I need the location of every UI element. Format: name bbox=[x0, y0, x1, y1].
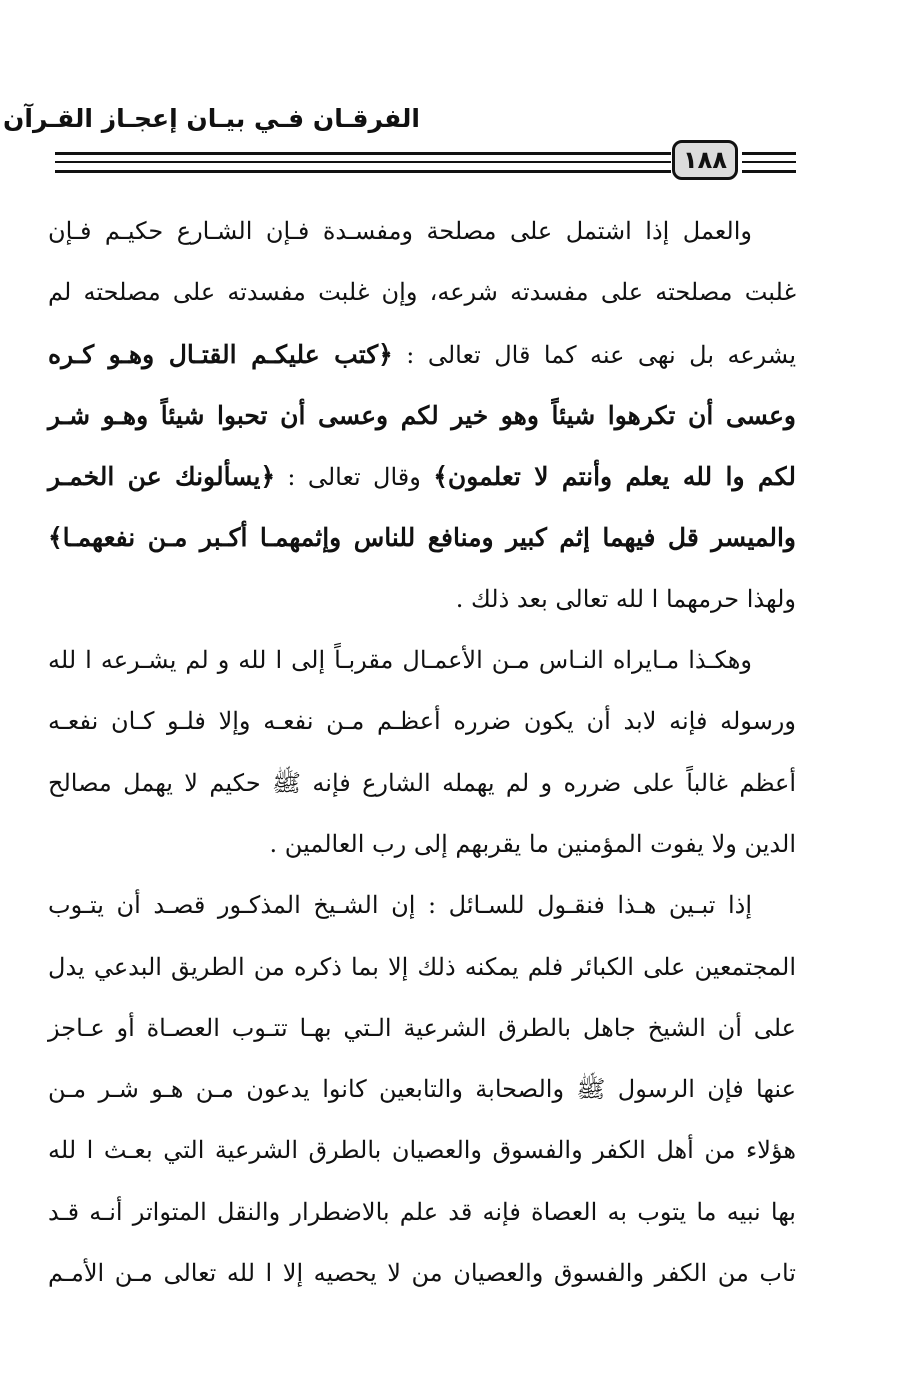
text-line bbox=[48, 937, 796, 998]
text-segment: والعمل إذا اشتمل على مصلحة ومفسـدة فـإن الشـارع حكيـم فـإن bbox=[48, 217, 752, 245]
text-line bbox=[48, 1182, 796, 1243]
text-segment: أعظم غالباً على ضرره و لم يهمله الشارع فإنه ﷺ حكيم لا يهمل مصالح bbox=[48, 768, 796, 797]
text-line bbox=[48, 1059, 796, 1120]
text-segment: المجتمعين على الكبائر فلم يمكنه ذلك إلا بما ذكره من الطريق البدعي يدل bbox=[48, 952, 796, 981]
text-line bbox=[48, 998, 796, 1059]
header-rule-middle bbox=[55, 161, 671, 163]
text-line bbox=[48, 753, 796, 814]
quran-verse-text: ﴿كتب عليكـم القتـال وهـو كـره bbox=[48, 339, 393, 369]
text-segment: وهكـذا مـايراه النـاس مـن الأعمـال مقربـاً إلى ا لله و لم يشـرعه ا لله bbox=[48, 646, 752, 675]
text-segment: وقال تعالى : bbox=[275, 463, 434, 492]
header-rule-bottom bbox=[55, 170, 671, 173]
text-line bbox=[48, 569, 796, 630]
text-segment: إذا تبـين هـذا فنقـول للسـائل : إن الشـيخ المذكـور قصـد أن يتـوب bbox=[48, 891, 752, 920]
page-number-badge: ١٨٨ bbox=[672, 140, 738, 180]
paragraph bbox=[48, 201, 796, 630]
text-line bbox=[48, 446, 796, 507]
text-segment: تاب من الكفر والفسوق والعصيان من لا يحصيه إلا ا لله تعالى مـن الأمـم bbox=[48, 1259, 796, 1288]
text-line bbox=[48, 691, 796, 752]
text-line bbox=[48, 875, 796, 936]
quran-verse-text: والميسر قل فيهما إثم كبير ومنافع للناس وإثمهمـا أكـبر مـن نفعهمـا﴾ bbox=[48, 523, 796, 553]
body-text bbox=[48, 201, 796, 1304]
text-line bbox=[48, 814, 796, 875]
header-rule-right-middle bbox=[742, 161, 796, 163]
text-segment: ورسوله فإنه لابد أن يكون ضرره أعظـم مـن نفعـه وإلا فلـو كـان نفعـه bbox=[48, 707, 796, 736]
text-line bbox=[48, 262, 796, 323]
header-rule-right-top bbox=[742, 152, 796, 155]
quran-verse-text: ﴿يسألونك عن الخمـر bbox=[48, 462, 276, 492]
text-line bbox=[48, 1243, 796, 1304]
text-line bbox=[48, 630, 796, 691]
running-header-title: الفرقـان فـي بيـان إعجـاز القـرآن bbox=[3, 104, 420, 133]
text-segment: بها نبيه ما يتوب به العصاة فإنه قد علم بالاضطرار والنقل المتواتر أنـه قـد bbox=[48, 1197, 796, 1226]
header-rule-right-bottom bbox=[742, 170, 796, 173]
text-segment: غلبت مصلحته على مفسدته شرعه، وإن غلبت مفسدته على مصلحته لم bbox=[48, 278, 796, 307]
text-line bbox=[48, 507, 796, 568]
paragraph bbox=[48, 875, 796, 1304]
text-line bbox=[48, 324, 796, 385]
quran-verse-text: لكم وا لله يعلم وأنتم لا تعلمون﴾ bbox=[433, 462, 796, 492]
text-segment: عنها فإن الرسول ﷺ والصحابة والتابعين كانوا يدعون مـن هـو شـر مـن bbox=[48, 1075, 796, 1104]
text-line bbox=[48, 201, 796, 262]
quran-verse-text: وعسى أن تكرهوا شيئاً وهو خير لكم وعسى أن تحبوا شيئاً وهـو شـر bbox=[48, 400, 796, 430]
text-segment: على أن الشيخ جاهل بالطرق الشرعية الـتي بهـا تتـوب العصـاة أو عـاجز bbox=[48, 1013, 796, 1042]
text-segment: هؤلاء من أهل الكفر والفسوق والعصيان بالطرق الشرعية التي بعـث ا لله bbox=[48, 1136, 796, 1165]
paragraph bbox=[48, 630, 796, 875]
text-segment: ولهذا حرمهما ا لله تعالى بعد ذلك . bbox=[455, 584, 796, 613]
header-rule-top bbox=[55, 152, 671, 155]
text-segment: يشرعه بل نهى عنه كما قال تعالى : bbox=[392, 340, 796, 369]
text-line bbox=[48, 1120, 796, 1181]
text-line bbox=[48, 385, 796, 446]
text-segment: الدين ولا يفوت المؤمنين ما يقربهم إلى رب العالمين . bbox=[269, 829, 796, 858]
